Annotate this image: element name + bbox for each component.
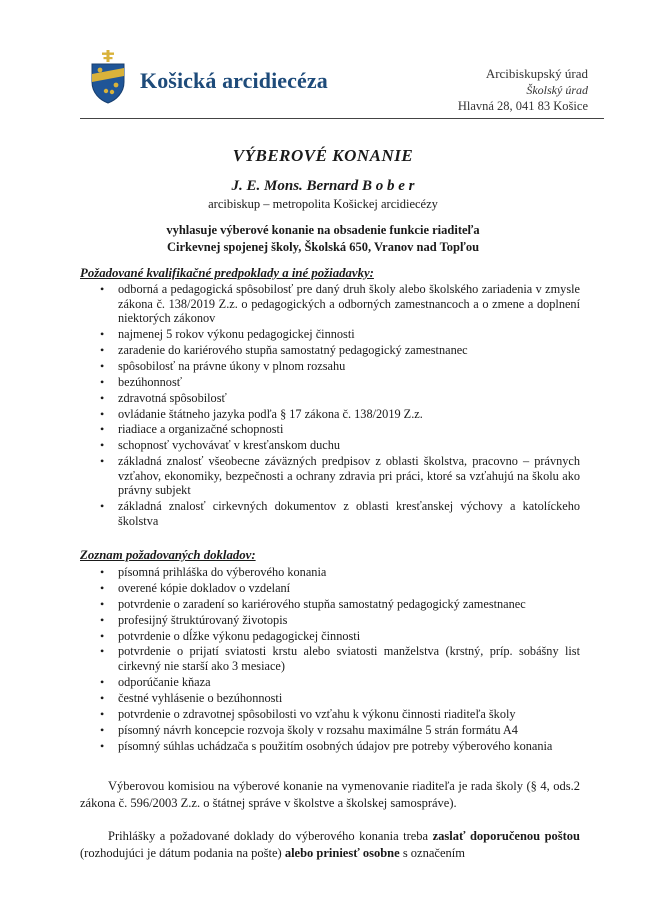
list-item: • bezúhonnosť (100, 375, 580, 390)
list-item: • ovládanie štátneho jazyka podľa § 17 zákona č. 138/2019 Z.z. (100, 407, 580, 422)
list-item: • spôsobilosť na právne úkony v plnom rozsahu (100, 359, 580, 374)
list-item: • odborná a pedagogická spôsobilosť pre daný druh školy alebo školského zariadenia v zmysle zákona č. 138/2019 Z.z. o pedagogických a odborných zamestnancoch a o zmene a doplnení niektorých zákonov (100, 282, 580, 326)
requirements-list (100, 282, 580, 530)
announcement (0, 222, 646, 256)
announcement-line-2: Cirkevnej spojenej školy, Školská 650, Vranov nad Topľou (166, 240, 480, 254)
list-item: • overené kópie dokladov o vzdelaní (100, 581, 580, 596)
list-item: • základná znalosť všeobecne záväzných predpisov z oblasti školstva, pracovno – právnych vzťahov, ekonomiky, bezpečnosti a ochrany zdravia pri práci, ktoré sa vzťahujú na školu ako právny subjekt (100, 454, 580, 498)
list-item: • písomná prihláška do výberového konania (100, 565, 580, 580)
header-divider (80, 118, 604, 119)
document-title: VÝBEROVÉ KONANIE (232, 146, 414, 165)
list-item: • odporúčanie kňaza (100, 675, 580, 690)
office-name: Arcibiskupský úrad (485, 66, 588, 81)
submission-paragraph (80, 828, 580, 861)
requirements-heading: Požadované kvalifikačné predpoklady a iné požiadavky: (80, 266, 374, 280)
list-item: • potvrdenie o zdravotnej spôsobilosti vo vzťahu k výkonu činnosti riaditeľa školy (100, 707, 580, 722)
list-item: • čestné vyhlásenie o bezúhonnosti (100, 691, 580, 706)
archdiocese-crest-icon (86, 50, 130, 104)
documents-list (100, 565, 580, 754)
office-address-block (458, 66, 588, 114)
list-item: • potvrdenie o prijatí sviatosti krstu alebo sviatosti manželstva (krstný, príp. sobášny list cirkevný nie starší ako 3 mesiace) (100, 644, 580, 673)
documents-heading: Zoznam požadovaných dokladov: (80, 548, 256, 562)
organization-name: Košická arcidiecéza (140, 68, 328, 93)
list-item: • profesijný štruktúrovaný životopis (100, 613, 580, 628)
issuer-role: arcibiskup – metropolita Košickej arcidiecézy (208, 197, 438, 211)
list-item: • zaradenie do kariérového stupňa samostatný pedagogický zamestnanec (100, 343, 580, 358)
list-item: • najmenej 5 rokov výkonu pedagogickej činnosti (100, 327, 580, 342)
office-address: Hlavná 28, 041 83 Košice (457, 99, 588, 113)
list-item: • schopnosť vychovávať v kresťanskom duchu (100, 438, 580, 453)
submission-emphasis-mail: zaslať doporučenou poštou (432, 829, 581, 843)
submission-text: (rozhodujúci je dátum podania na pošte) (80, 845, 285, 860)
submission-text: Prihlášky a požadované doklady do výberového konania treba (108, 829, 433, 843)
list-item: • riadiace a organizačné schopnosti (100, 422, 580, 437)
issuer-name: J. E. Mons. Bernard B o b e r (231, 178, 415, 194)
list-item: • zdravotná spôsobilosť (100, 391, 580, 406)
commission-paragraph: Výberovou komisiou na výberové konanie na vymenovanie riaditeľa je rada školy (§ 4, ods.2 zákona č. 596/2003 Z.z. o štátnej správe v školstve a školskej samospráve). (80, 779, 580, 810)
office-department: Školský úrad (526, 83, 588, 97)
submission-emphasis-personal: alebo priniesť osobne (284, 845, 400, 860)
list-item: • písomný súhlas uchádzača s použitím osobných údajov pre potreby výberového konania (100, 739, 580, 754)
submission-text: s označením (399, 845, 465, 860)
list-item: • písomný návrh koncepcie rozvoja školy v rozsahu maximálne 5 strán formátu A4 (100, 723, 580, 738)
list-item: • potvrdenie o dĺžke výkonu pedagogickej činnosti (100, 629, 580, 644)
list-item: • základná znalosť cirkevných dokumentov z oblasti kresťanskej výchovy a katolíckeho školstva (100, 499, 580, 528)
announcement-line-1: vyhlasuje výberové konanie na obsadenie funkcie riaditeľa (166, 223, 480, 237)
list-item: • potvrdenie o zaradení so kariérového stupňa samostatný pedagogický zamestnanec (100, 597, 580, 612)
